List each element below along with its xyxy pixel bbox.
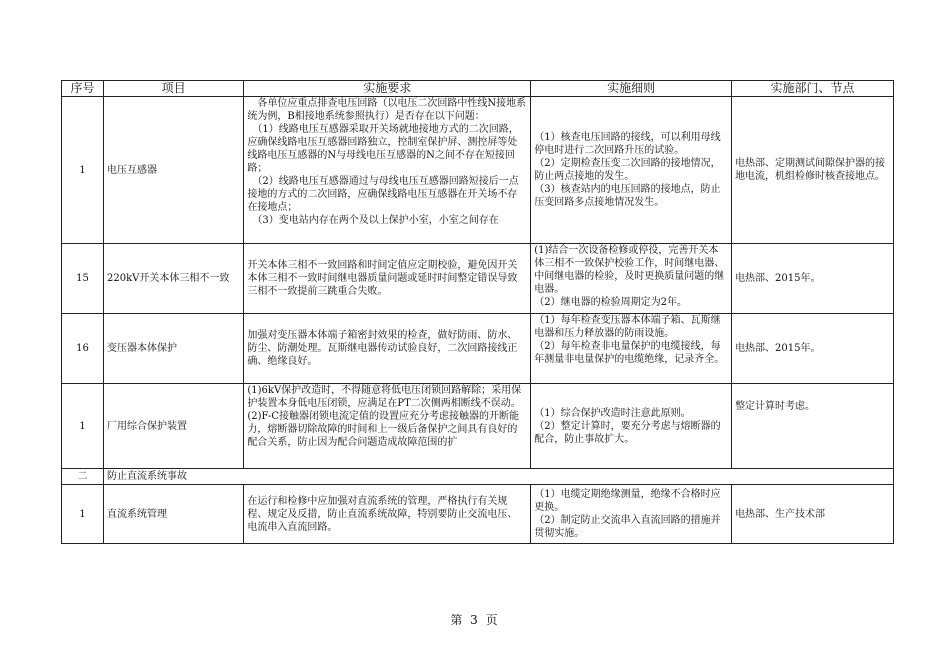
row-requirement: 各单位应重点排查电压回路（以电压二次回路中性线N接地系统为例，B相接地系统参照执行）是否存在以下问题： （1）线路电压互感器采取开关场就地接地方式的二次回路，应确保线路电压互感器回路独立，控制室保护屏、测控屏等处线路电压互感器的N与母线电压互感器的N之间不存在短接回路； （2）线路电压互感器通过与母线电压互感器回路短接后一点接地的方式的二次回路，应确保线路电压互感器在开关场不存在接地点； （3）变电站内存在两个及以上保护小室，小室之间存在 — [244, 97, 531, 244]
row-detail: (1)结合一次设备检修或停役，完善开关本体三相不一致保护校验工作，时间继电器、中间继电器的检验，及时更换质量问题的继电器。 （2）继电器的检验周期定为2年。 — [531, 244, 732, 314]
header-row — [62, 81, 894, 97]
table-row — [62, 314, 894, 384]
header-item: 项目 — [104, 81, 244, 97]
row-item: 直流系统管理 — [104, 485, 244, 544]
row-detail: （1）每年检查变压器本体端子箱、瓦斯继电器和压力释放器的防雨设施。 （2）每年检查非电量保护的电缆接线，每年测量非电量保护的电缆绝缘，记录齐全。 — [531, 314, 732, 384]
row-requirement: 开关本体三相不一致回路和时间定值应定期校验，避免因开关本体三相不一致时间继电器质量问题或延时时间整定错误导致三相不一致提前三跳重合失败。 — [244, 244, 531, 314]
measures-table — [61, 80, 894, 544]
row-detail: （1）核查电压回路的接线，可以利用母线停电时进行二次回路升压的试验。 （2）定期检查压变二次回路的接地情况，防止两点接地的发生。 （3）核查站内的电压回路的接地点，防止压变回路多点接地情况发生。 — [531, 97, 732, 244]
row-department: 电热部、定期测试间隙保护器的接地电流，机组检修时核查接地点。 — [732, 97, 894, 244]
header-requirement: 实施要求 — [244, 81, 531, 97]
row-department: 电热部、2015年。 — [732, 314, 894, 384]
page-number: 第 3 页 — [450, 613, 500, 627]
section-index: 二 — [62, 469, 104, 485]
row-department: 电热部、生产技术部 — [732, 485, 894, 544]
row-index: 1 — [62, 384, 104, 469]
row-item: 厂用综合保护装置 — [104, 384, 244, 469]
row-item: 电压互感器 — [104, 97, 244, 244]
table-row — [62, 384, 894, 469]
row-item: 220kV开关本体三相不一致 — [104, 244, 244, 314]
section-header-row — [62, 469, 894, 485]
row-department: 整定计算时考虑。 — [732, 384, 894, 469]
row-index: 15 — [62, 244, 104, 314]
section-title: 防止直流系统事故 — [104, 469, 894, 485]
row-item: 变压器本体保护 — [104, 314, 244, 384]
table-row — [62, 485, 894, 544]
row-requirement: (1)6kV保护改造时，不得随意将低电压闭锁回路解除；采用保护装置本身低电压闭锁，应满足在PT二次侧两相断线不误动。 (2)F-C接触器闭锁电流定值的设置应充分考虑接触器的开断能力，熔断器切除故障的时间和上一级后备保护之间具有良好的配合关系，防止因为配合问题造成故障范围的扩 — [244, 384, 531, 469]
header-department: 实施部门、节点 — [732, 81, 894, 97]
table-row — [62, 97, 894, 244]
table-row — [62, 244, 894, 314]
row-detail: （1）电缆定期绝缘测量，绝缘不合格时应更换。 （2）制定防止交流串入直流回路的措施并贯彻实施。 — [531, 485, 732, 544]
header-index: 序号 — [62, 81, 104, 97]
row-index: 16 — [62, 314, 104, 384]
row-detail: （1）综合保护改造时注意此原则。 （2）整定计算时，要充分考虑与熔断器的配合，防止事故扩大。 — [531, 384, 732, 469]
row-index: 1 — [62, 485, 104, 544]
header-detail: 实施细则 — [531, 81, 732, 97]
row-requirement: 在运行和检修中应加强对直流系统的管理，严格执行有关规程、规定及反措，防止直流系统故障，特别要防止交流电压、电流串入直流回路。 — [244, 485, 531, 544]
row-index: 1 — [62, 97, 104, 244]
row-department: 电热部、2015年。 — [732, 244, 894, 314]
row-requirement: 加强对变压器本体端子箱密封效果的检查，做好防雨、防水、防尘、防潮处理。瓦斯继电器传动试验良好，二次回路接线正确、绝缘良好。 — [244, 314, 531, 384]
